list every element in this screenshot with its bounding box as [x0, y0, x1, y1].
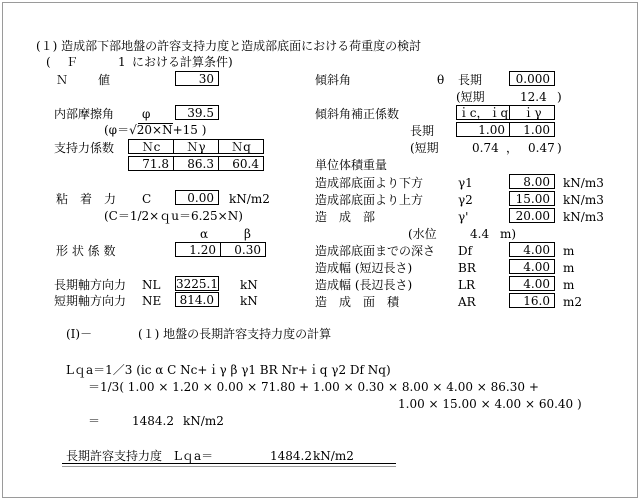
- section-heading: (１) 地盤の長期許容支持力度の計算: [138, 327, 332, 341]
- dim-row-unit: m2: [563, 295, 583, 309]
- uw-row-value-box: 20.00: [509, 208, 555, 223]
- formula-result-unit: kN/m2: [183, 414, 224, 428]
- uw-row-unit: kN/m3: [563, 210, 604, 224]
- unit-weight-label: 単位体積重量: [315, 158, 388, 172]
- phi-formula-radicand: 20×N: [136, 123, 173, 137]
- phi-value-box: 39.5: [175, 105, 219, 120]
- summary-underline: [62, 463, 396, 464]
- beta-value-box: 0.30: [220, 242, 266, 257]
- n-label-2: 値: [98, 73, 111, 87]
- ne-unit: kN: [240, 294, 258, 308]
- formula-equals: ＝: [88, 414, 101, 428]
- shape-label: 形 状 係 数: [56, 244, 116, 258]
- uw-row-unit: kN/m3: [563, 176, 604, 190]
- nl-symbol: NL: [142, 278, 161, 292]
- formula-line-2: ＝1/3( 1.00 × 1.20 × 0.00 × 71.80 + 1.00 × 0.30 × 8.00 × 4.00 × 86.30 +: [88, 380, 539, 394]
- uw-row-symbol: γ': [458, 210, 469, 224]
- uw-row-value-box: 8.00: [509, 174, 555, 189]
- dim-row-label: 造 成 面 積: [315, 295, 400, 309]
- bearing-header-nq: Ｎq: [218, 139, 264, 154]
- nl-label: 長期軸方向力: [54, 278, 127, 292]
- dim-row-symbol: Df: [458, 244, 473, 258]
- condition-open: (: [46, 55, 51, 69]
- nl-value-box: 3225.1: [176, 277, 218, 291]
- uw-row-label: 造 成 部: [315, 210, 376, 224]
- summary-value: 1484.2: [270, 449, 312, 463]
- summary-underline-shadow: [62, 466, 396, 467]
- condition-f: Ｆ: [66, 55, 79, 69]
- sqrt-icon: [129, 123, 172, 137]
- bearing-label: 支持力係数: [54, 141, 115, 155]
- phi-label: 内部摩擦角: [54, 107, 115, 121]
- dim-row-value-box: 4.00: [509, 259, 555, 274]
- corr-short-value-2: 0.47: [528, 141, 555, 155]
- dim-row-symbol: LR: [458, 278, 476, 292]
- phi-formula-post: +15 ): [172, 123, 207, 137]
- condition-num: 1: [118, 55, 126, 69]
- phi-formula: [104, 123, 206, 137]
- water-value: 4.4: [470, 227, 490, 241]
- alpha-header: α: [200, 227, 209, 241]
- corr-short-close: ): [557, 141, 562, 155]
- corr-long-value-icq: 1.00: [456, 122, 510, 137]
- formula-line-1: Lｑa＝1／3 (ic α C Nc+ｉγ β γ1 BR Nr+ｉq γ2 Df Nq): [66, 363, 391, 377]
- corr-long-label: 長期: [410, 124, 435, 138]
- incl-short-value: 12.4: [520, 90, 547, 104]
- bearing-value-nc: 71.8: [128, 156, 174, 171]
- incl-short-open: (短期: [456, 90, 485, 104]
- theta-symbol: θ: [437, 73, 445, 87]
- incl-short-close: ): [557, 90, 562, 104]
- formula-line-3: 1.00 × 15.00 × 4.00 × 60.40 ): [398, 397, 582, 411]
- ne-value-box: 814.0: [175, 292, 219, 307]
- section-number: (Ⅰ)－: [66, 327, 93, 341]
- formula-result: 1484.2: [132, 414, 174, 428]
- summary-label: 長期許容支持力度 Lｑa＝: [66, 449, 214, 463]
- uw-row-symbol: γ2: [458, 193, 473, 207]
- ne-symbol: NE: [142, 294, 162, 308]
- inclination-label: 傾斜角: [315, 73, 352, 87]
- n-value-box: 30: [175, 71, 219, 86]
- bearing-header-nc: Ｎc: [128, 139, 174, 154]
- uw-row-unit: kN/m3: [563, 193, 604, 207]
- phi-symbol: φ: [142, 107, 151, 121]
- dim-row-value-box: 4.00: [509, 276, 555, 291]
- phi-formula-pre: (φ＝: [104, 123, 130, 137]
- corr-short-value-1: 0.74: [472, 141, 499, 155]
- sqrt-sign: √: [129, 123, 137, 137]
- dim-row-symbol: BR: [458, 261, 476, 275]
- dim-row-unit: m: [563, 261, 575, 275]
- corr-label: 傾斜角補正係数: [315, 107, 400, 121]
- dim-row-value-box: 4.00: [509, 242, 555, 257]
- cohesion-unit: kN/m2: [229, 192, 270, 206]
- corr-short-comma: ，: [506, 141, 519, 155]
- uw-row-label: 造成部底面より下方: [315, 176, 424, 190]
- dim-row-label: 造成幅 (長辺長さ): [315, 278, 413, 292]
- n-label: Ｎ: [56, 73, 69, 87]
- corr-long-value-igamma: 1.00: [509, 122, 555, 137]
- corr-header-icq: ｉc，ｉq: [457, 106, 509, 120]
- uw-row-label: 造成部底面より上方: [315, 193, 424, 207]
- dim-row-value-box: 16.0: [509, 293, 555, 308]
- corr-header-igamma: ｉγ: [509, 105, 555, 120]
- nl-unit: kN: [240, 278, 258, 292]
- incl-long-label: 長期: [458, 73, 483, 87]
- uw-row-symbol: γ1: [458, 176, 473, 190]
- beta-header: β: [244, 227, 251, 241]
- incl-long-value-box: 0.000: [509, 71, 555, 86]
- cohesion-label: 粘 着 力: [56, 192, 117, 206]
- cohesion-symbol: C: [142, 192, 152, 206]
- condition-text: における計算条件): [132, 55, 233, 69]
- alpha-value-box: 1.20: [175, 242, 221, 257]
- cohesion-value-box: 0.00: [175, 190, 219, 205]
- bearing-header-ngamma: Ｎγ: [173, 139, 219, 154]
- cohesion-formula: (C＝1/2×ｑu＝6.25×N): [104, 209, 243, 223]
- bearing-value-ngamma: 86.3: [173, 156, 219, 171]
- dim-row-unit: m: [563, 244, 575, 258]
- bearing-value-nq: 60.4: [218, 156, 264, 171]
- summary-unit: kN/m2: [313, 449, 354, 463]
- ne-label: 短期軸方向力: [54, 294, 127, 308]
- water-open: (水位: [408, 227, 437, 241]
- page-title: (１) 造成部下部地盤の許容支持力度と造成部底面における荷重度の検討: [36, 39, 422, 53]
- water-unit: m): [500, 227, 517, 241]
- dim-row-symbol: AR: [458, 295, 476, 309]
- dim-row-label: 造成幅 (短辺長さ): [315, 261, 413, 275]
- dim-row-unit: m: [563, 278, 575, 292]
- uw-row-value-box: 15.00: [509, 191, 555, 206]
- corr-short-open: (短期: [410, 141, 439, 155]
- dim-row-label: 造成部底面までの深さ: [315, 244, 436, 258]
